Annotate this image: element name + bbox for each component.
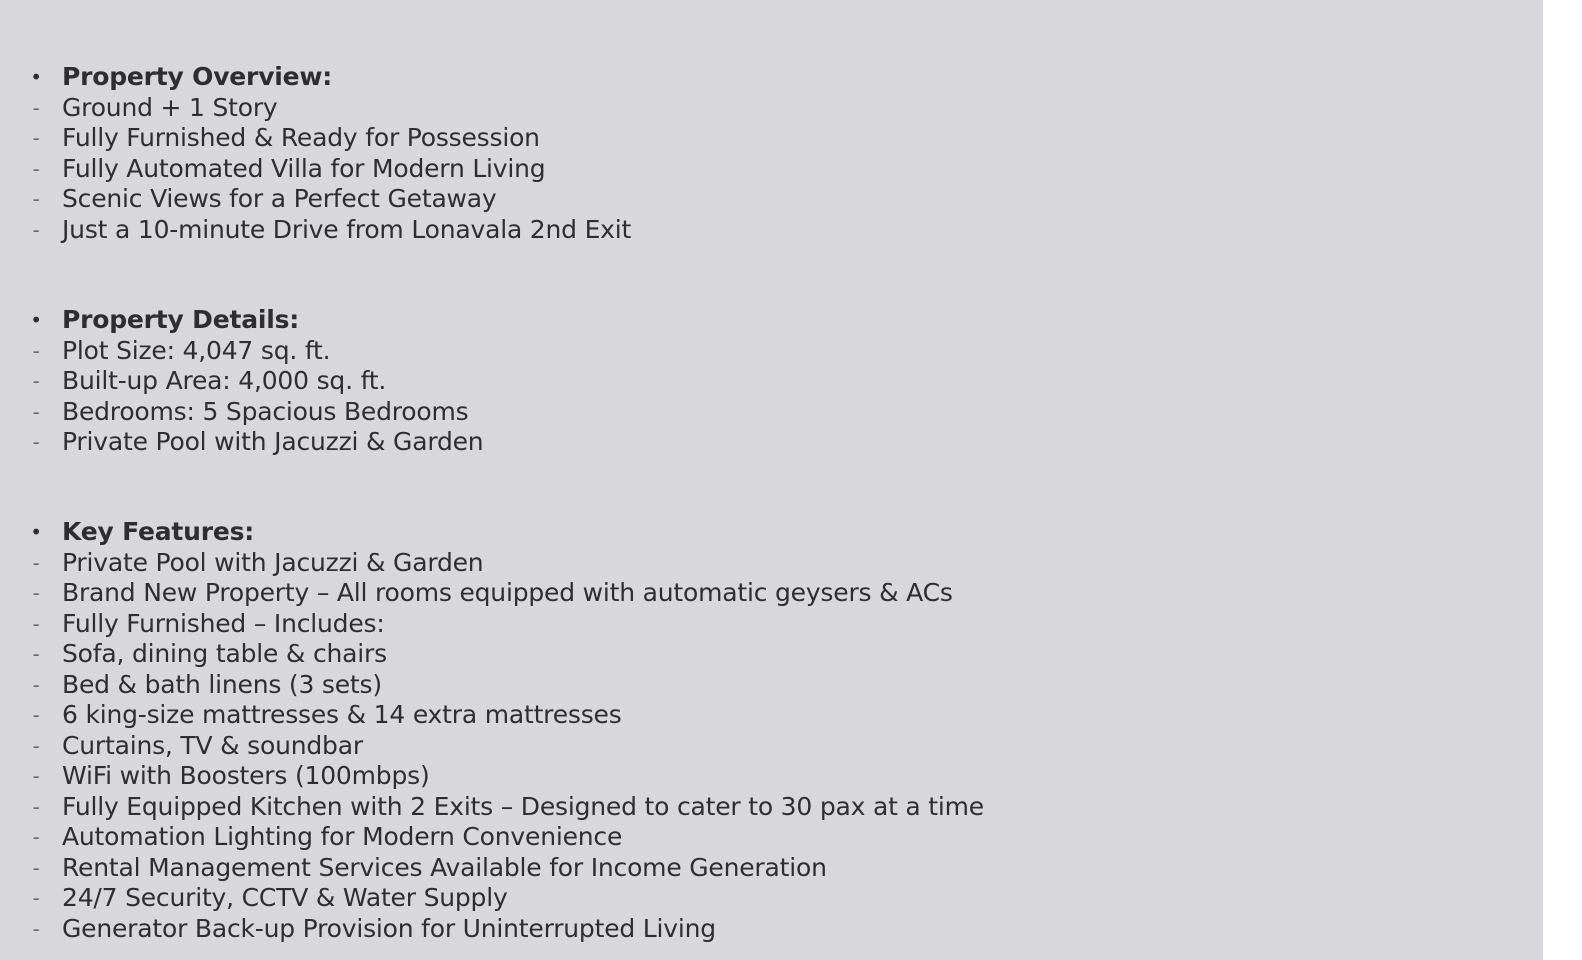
list-item (0, 761, 1400, 792)
list-item-text: Fully Automated Villa for Modern Living (62, 153, 546, 183)
list-item-text: Automation Lighting for Modern Convenience (62, 822, 623, 851)
bullet-marker: • (30, 65, 42, 89)
list-item-text: Private Pool with Jacuzzi & Garden (62, 547, 484, 577)
section-heading-text: Property Details: (62, 305, 300, 334)
list-item (0, 215, 1400, 246)
list-item (0, 427, 1400, 458)
dash-marker: - (32, 430, 40, 454)
section-property-overview (0, 62, 1400, 245)
list-item-text: Scenic Views for a Perfect Getaway (62, 184, 497, 213)
dash-marker: - (32, 369, 40, 393)
list-item-text: Bed & bath linens (3 sets) (62, 669, 382, 699)
list-item (0, 336, 1400, 367)
section-property-details (0, 305, 1400, 458)
list-item (0, 822, 1400, 853)
bullet-marker: • (30, 308, 42, 332)
dash-marker: - (32, 703, 40, 727)
list-item-text: 24/7 Security, CCTV & Water Supply (62, 883, 508, 912)
list-item (0, 93, 1400, 124)
list-item (0, 609, 1400, 640)
dash-marker: - (32, 672, 40, 697)
list-item-text: Brand New Property – All rooms equipped with automatic geysers & ACs (62, 578, 953, 607)
dash-marker: - (32, 733, 40, 758)
dash-marker: - (32, 611, 40, 636)
bullet-marker: • (30, 520, 42, 544)
dash-marker: - (32, 156, 40, 181)
dash-marker: - (32, 399, 40, 424)
list-item-text: 6 king-size mattresses & 14 extra mattresses (62, 700, 622, 729)
list-item (0, 883, 1400, 914)
list-item-text: Curtains, TV & soundbar (62, 730, 363, 760)
list-item-text: Fully Furnished & Ready for Possession (62, 123, 540, 152)
list-item (0, 154, 1400, 185)
list-item (0, 123, 1400, 154)
dash-marker: - (32, 764, 40, 788)
list-item (0, 670, 1400, 701)
list-item-text: Fully Furnished – Includes: (62, 608, 385, 638)
list-item-text: Just a 10-minute Drive from Lonavala 2nd Exit (62, 214, 632, 244)
dash-marker: - (32, 886, 40, 910)
list-item-text: Built-up Area: 4,000 sq. ft. (62, 366, 387, 395)
dash-marker: - (32, 825, 40, 849)
section-heading (0, 305, 1400, 336)
dash-marker: - (32, 855, 40, 880)
dash-marker: - (32, 95, 40, 120)
list-item-text: Plot Size: 4,047 sq. ft. (62, 335, 331, 365)
dash-marker: - (32, 217, 40, 242)
list-item-text: Bedrooms: 5 Spacious Bedrooms (62, 396, 469, 426)
dash-marker: - (32, 581, 40, 605)
list-item (0, 639, 1400, 670)
list-item-text: Generator Back-up Provision for Uninterrupted Living (62, 913, 716, 943)
list-item (0, 548, 1400, 579)
dash-marker: - (32, 338, 40, 363)
list-item (0, 366, 1400, 397)
list-item (0, 792, 1400, 823)
list-item (0, 853, 1400, 884)
dash-marker: - (32, 916, 40, 941)
list-item (0, 914, 1400, 945)
dash-marker: - (32, 550, 40, 575)
list-item (0, 700, 1400, 731)
dash-marker: - (32, 126, 40, 150)
section-heading-text: Property Overview: (62, 62, 333, 91)
list-item (0, 397, 1400, 428)
list-item (0, 578, 1400, 609)
list-item (0, 184, 1400, 215)
list-item (0, 731, 1400, 762)
section-heading-text: Key Features: (62, 517, 255, 546)
section-heading (0, 517, 1400, 548)
dash-marker: - (32, 794, 40, 819)
list-item-text: Ground + 1 Story (62, 92, 278, 122)
list-item-text: Private Pool with Jacuzzi & Garden (62, 427, 484, 456)
dash-marker: - (32, 187, 40, 211)
section-key-features (0, 517, 1400, 944)
list-item-text: WiFi with Boosters (100mbps) (62, 761, 430, 790)
list-item-text: Rental Management Services Available for Income Generation (62, 852, 827, 882)
section-heading (0, 62, 1400, 93)
list-item-text: Fully Equipped Kitchen with 2 Exits – Designed to cater to 30 pax at a time (62, 791, 984, 821)
dash-marker: - (32, 642, 40, 666)
list-item-text: Sofa, dining table & chairs (62, 639, 387, 668)
